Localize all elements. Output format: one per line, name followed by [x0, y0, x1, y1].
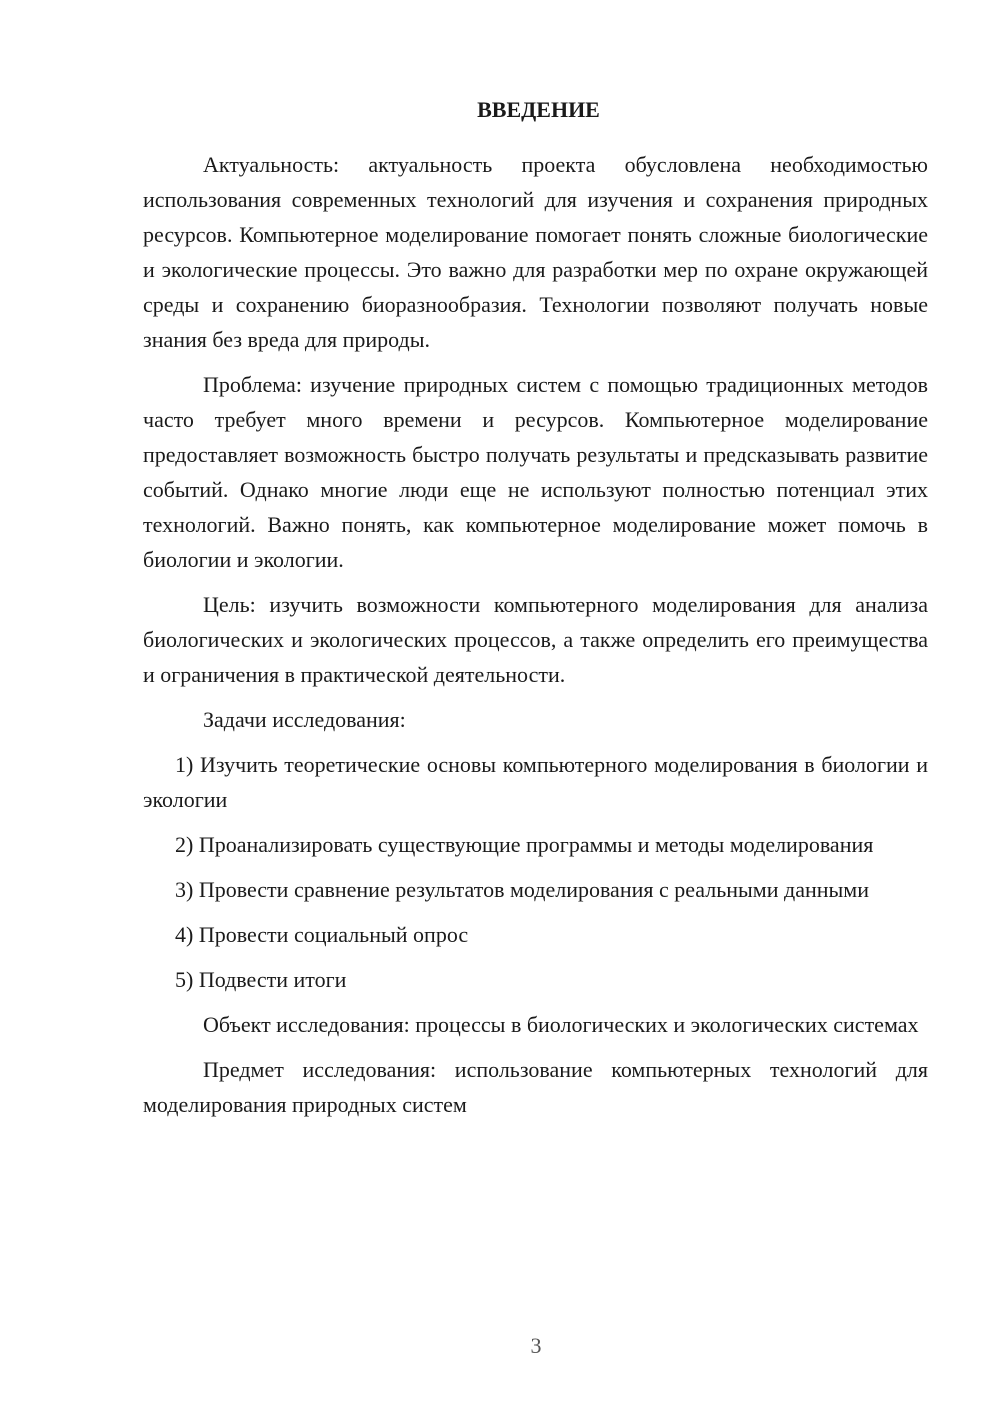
problem-paragraph: Проблема: изучение природных систем с помощью традиционных методов часто требует много времени и ресурсов. Компьютерное моделирование предоставляет возможность быстро получать результаты и предсказывать развитие событий. Однако многие люди еще не используют полностью потенциал этих технологий. Важно понять, как компьютерное моделирование может помочь в биологии и экологии. — [143, 372, 928, 572]
task-item-3: 3) Провести сравнение результатов моделирования с реальными данными — [175, 877, 869, 902]
subject-paragraph: Предмет исследования: использование компьютерных технологий для моделирования природных систем — [143, 1057, 928, 1117]
page-content — [143, 92, 928, 1122]
tasks-title: Задачи исследования: — [203, 707, 406, 732]
goal-paragraph: Цель: изучить возможности компьютерного моделирования для анализа биологических и экологических процессов, а также определить его преимущества и ограничения в практической деятельности. — [143, 592, 928, 687]
object-paragraph: Объект исследования: процессы в биологических и экологических системах — [203, 1012, 919, 1037]
task-item-4: 4) Провести социальный опрос — [175, 922, 469, 947]
section-heading: ВВЕДЕНИЕ — [477, 97, 600, 122]
task-item-2: 2) Проанализировать существующие программы и методы моделирования — [175, 832, 874, 857]
relevance-paragraph: Актуальность: актуальность проекта обусловлена необходимостью использования современных технологий для изучения и сохранения природных ресурсов. Компьютерное моделирование помогает понять сложные биологические и экологические процессы. Это важно для разработки мер по охране окружающей среды и сохранению биоразнообразия. Технологии позволяют получать новые знания без вреда для природы. — [143, 152, 928, 352]
task-item-5: 5) Подвести итоги — [175, 967, 347, 992]
page-number: 3 — [530, 1333, 542, 1358]
task-item-1: 1) Изучить теоретические основы компьютерного моделирования в биологии и экологии — [143, 752, 928, 812]
